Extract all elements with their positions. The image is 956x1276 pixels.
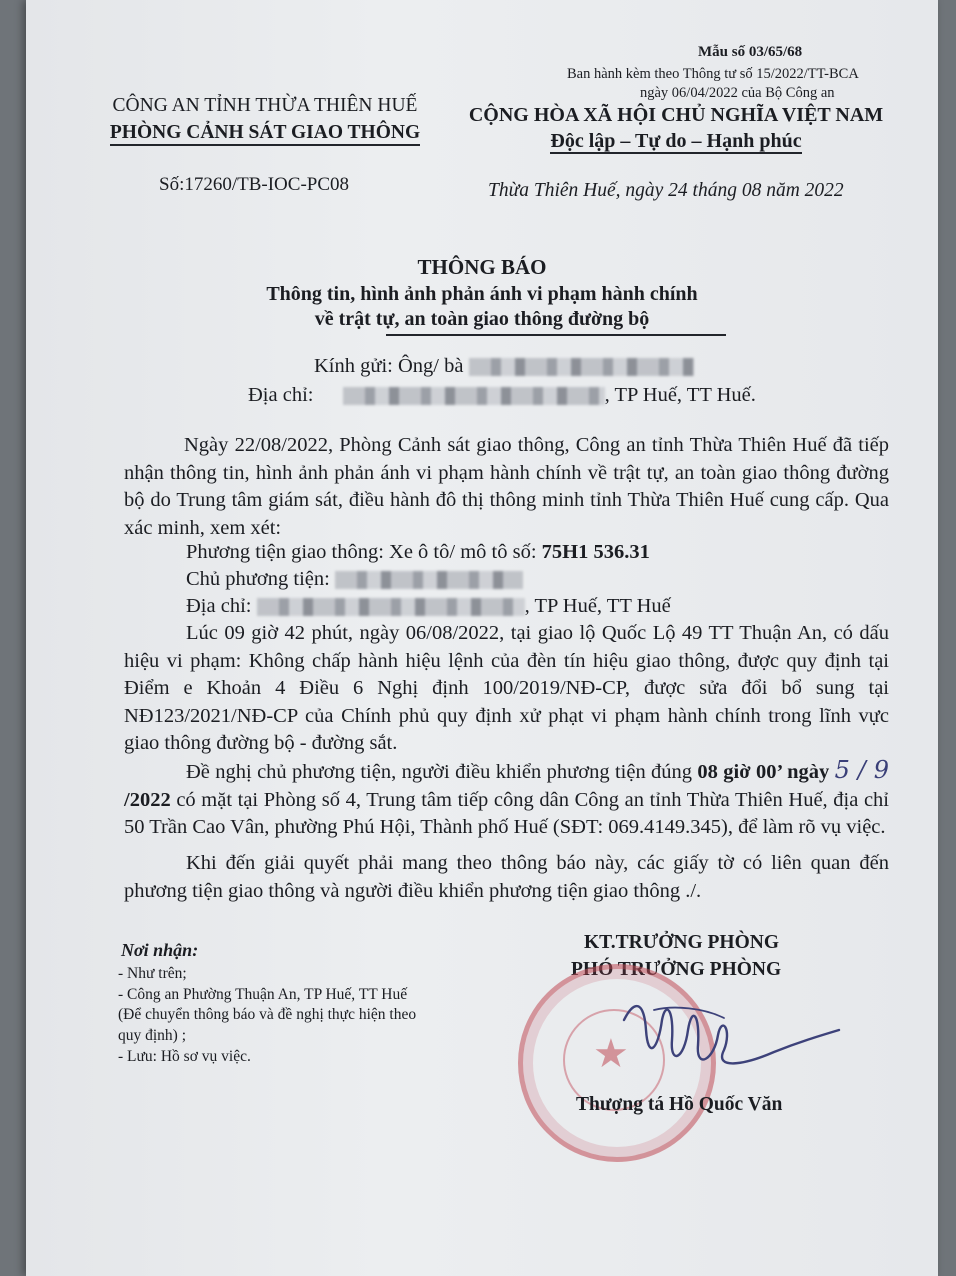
form-issued-line2: ngày 06/04/2022 của Bộ Công an	[640, 85, 835, 101]
owner-address-line	[186, 595, 671, 618]
signature-title-1: KT.TRƯỞNG PHÒNG	[584, 932, 779, 953]
nation-title: CỘNG HÒA XÃ HỘI CHỦ NGHĨA VIỆT NAM	[468, 104, 884, 126]
agency-parent: CÔNG AN TỈNH THỪA THIÊN HUẾ	[112, 95, 418, 116]
agency-name	[90, 122, 440, 144]
signer-name: Thượng tá Hồ Quốc Văn	[576, 1094, 783, 1115]
document-page	[26, 0, 938, 1276]
recipient-address-label: Địa chỉ:	[248, 384, 314, 406]
redacted-owner-address	[257, 598, 525, 616]
signature-title-2: PHÓ TRƯỞNG PHÒNG	[571, 959, 782, 980]
recipient-address-suffix: , TP Huế, TT Huế.	[604, 384, 756, 406]
greeting-label: Kính gửi: Ông/ bà	[314, 355, 464, 377]
handwritten-date: 5 / 9	[834, 756, 889, 784]
nation-motto: Độc lập – Tự do – Hạnh phúc	[550, 130, 802, 152]
request-time: 08 giờ 00’ ngày	[697, 761, 830, 783]
notice-subtitle-2-wrap	[26, 308, 938, 331]
request-start: Đề nghị chủ phương tiện, người điều khiển phương tiện đúng	[186, 761, 698, 783]
owner-address-label: Địa chỉ:	[186, 595, 252, 617]
request-end: có mặt tại Phòng số 4, Trung tâm tiếp công dân Công an tỉnh Thừa Thiên Huế, địa chỉ 50 Trần Cao Vân, phường Phú Hội, Thành phố Huế (SĐT: 069.4149.345), để làm rõ vụ việc.	[124, 788, 889, 838]
subtitle-underline	[386, 334, 726, 336]
body-paragraph-request	[124, 757, 889, 842]
greeting-line	[314, 355, 694, 378]
vehicle-plate: 75H1 536.31	[541, 541, 650, 563]
signature-scribble	[614, 990, 844, 1080]
owner-address-suffix: , TP Huế, TT Huế	[524, 595, 671, 617]
body-paragraph-intro: Ngày 22/08/2022, Phòng Cảnh sát giao thông, Công an tỉnh Thừa Thiên Huế đã tiếp nhận thông tin, hình ảnh phản ánh vi phạm hành chính về trật tự, an toàn giao thông đường bộ do Trung tâm giám sát, điều hành đô thị thông minh tỉnh Thừa Thiên Huế cung cấp. Qua xác minh, xem xét:	[124, 434, 889, 539]
place-date: Thừa Thiên Huế, ngày 24 tháng 08 năm 2022	[488, 180, 844, 201]
notice-subtitle-1: Thông tin, hình ảnh phản ánh vi phạm hành chính	[266, 283, 698, 305]
recipients-heading: Nơi nhận:	[121, 940, 199, 960]
nation-motto-wrap	[456, 130, 896, 153]
owner-line	[186, 568, 523, 591]
recipients-line-1: - Như trên;	[118, 965, 187, 982]
form-issued-line1: Ban hành kèm theo Thông tư số 15/2022/TT-BCA	[567, 66, 859, 82]
owner-label: Chủ phương tiện:	[186, 568, 330, 590]
notice-title: THÔNG BÁO	[417, 255, 547, 279]
recipients-line-3: (Để chuyển thông báo và đề nghị thực hiện theo	[118, 1006, 417, 1023]
notice-subtitle-2: về trật tự, an toàn giao thông đường bộ	[314, 308, 650, 330]
request-year: /2022	[124, 788, 171, 811]
redacted-owner	[335, 571, 523, 589]
redacted-address	[343, 387, 605, 405]
agency-name-text: PHÒNG CẢNH SÁT GIAO THÔNG	[110, 122, 420, 146]
seal-star-icon: ★	[593, 1031, 629, 1077]
document-number: Số:17260/TB-IOC-PC08	[159, 174, 350, 195]
body-paragraph-violation: Lúc 09 giờ 42 phút, ngày 06/08/2022, tại giao lộ Quốc Lộ 49 TT Thuận An, có dấu hiệu vi phạm: Không chấp hành hiệu lệnh của đèn tín hiệu giao thông, được quy định tại Điểm e Khoản 4 Điều 6 Nghị định 100/2019/NĐ-CP, được sửa đổi bổ sung tại NĐ123/2021/NĐ-CP của Chính phủ quy định xử phạt vi phạm hành chính trong lĩnh vực giao thông đường bộ - đường sắt.	[124, 622, 889, 754]
recipients-line-4: quy định) ;	[118, 1027, 187, 1044]
redacted-name	[469, 358, 694, 376]
recipients-line-5: - Lưu: Hồ sơ vụ việc.	[118, 1048, 251, 1065]
vehicle-line	[186, 541, 650, 564]
recipient-address-line	[248, 384, 756, 407]
body-paragraph-closing: Khi đến giải quyết phải mang theo thông báo này, các giấy tờ có liên quan đến phương tiện giao thông và người điều khiển phương tiện giao thông ./.	[124, 852, 889, 902]
vehicle-label: Phương tiện giao thông: Xe ô tô/ mô tô số:	[186, 541, 542, 563]
form-number: Mẫu số 03/65/68	[698, 44, 803, 60]
recipients-line-2: - Công an Phường Thuận An, TP Huế, TT Huế	[118, 986, 408, 1003]
